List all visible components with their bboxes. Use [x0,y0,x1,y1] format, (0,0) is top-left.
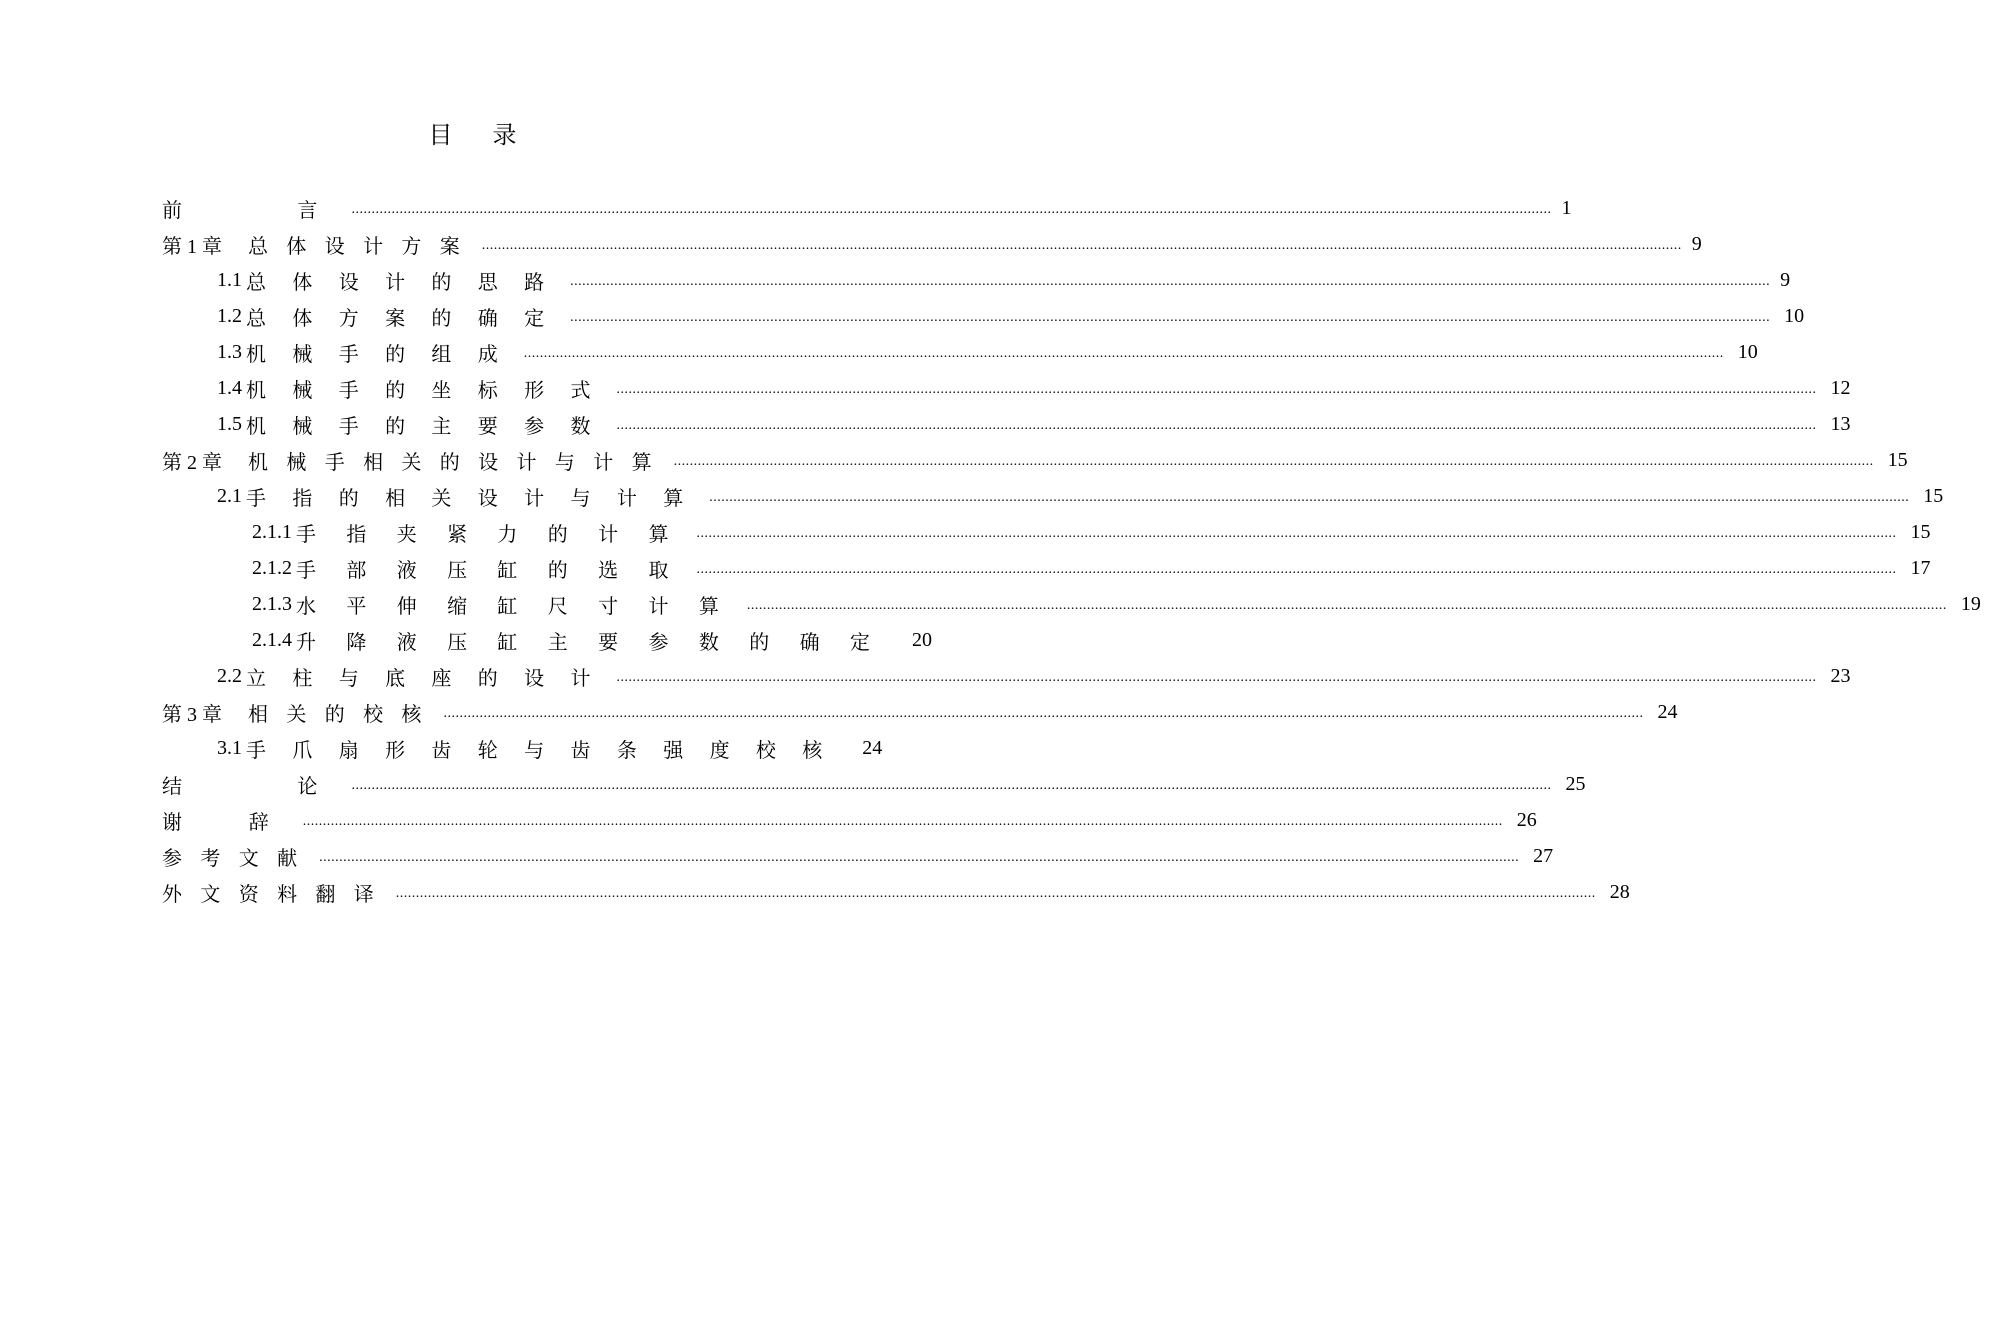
toc-entry-title: 总 体 设 计 方 案 [248,233,466,258]
toc-entry-label [217,734,832,763]
toc-entry-number: 1.1 [217,268,242,291]
toc-entry[interactable] [162,658,1851,694]
toc-page-number: 15 [1910,520,1931,543]
toc-entry-number: 3.1 [217,736,242,759]
toc-entry-number: 1.2 [217,304,242,327]
toc-leader-dots: ............................................................................................................................................................................................................................................................................................................ [709,490,1910,505]
toc-entry-title: 前 言 [162,197,336,222]
toc-entry-title: 手 部 液 压 缸 的 选 取 [296,557,681,582]
toc-entry-number: 2.1.2 [252,556,292,579]
toc-entry-title: 机 械 手 的 组 成 [246,341,508,366]
toc-page-number: 24 [1657,700,1678,723]
toc-entry-number: 1.5 [217,412,242,435]
toc-page-number: 15 [1887,448,1908,471]
toc-page-number: 19 [1960,592,1981,615]
toc-entry-label [217,662,601,691]
toc-leader-dots: ............................................................................................................................................................................................................................................................................................................ [616,382,1817,397]
toc-page-number: 9 [1780,268,1791,291]
toc-entry-number: 2.1.3 [252,592,292,615]
toc-entry-label [162,842,303,871]
toc-entry-number: 2.1.1 [252,520,292,543]
toc-entry-label [162,446,658,475]
toc-entry[interactable] [162,478,1944,514]
toc-page-number: 23 [1830,664,1851,687]
toc-page-number: 12 [1830,376,1851,399]
toc-entry[interactable] [162,874,1630,910]
toc-entry[interactable] [162,442,1908,478]
toc-entry-title: 机 械 手 的 主 要 参 数 [246,413,601,438]
toc-leader-dots: ............................................................................................................................................................................................................................................................................................................ [443,706,1644,721]
toc-entry-label [252,554,681,583]
toc-entry[interactable] [162,514,1931,550]
toc-entry[interactable] [162,550,1931,586]
toc-entry-title: 谢 辞 [162,809,287,834]
toc-entry-number: 2.2 [217,664,242,687]
toc-leader-dots: ............................................................................................................................................................................................................................................................................................................ [302,814,1503,829]
toc-entry[interactable] [162,586,1981,622]
toc-entry-title: 外 文 资 料 翻 译 [162,881,380,906]
toc-leader-dots: ............................................................................................................................................................................................................................................................................................................ [696,526,1897,541]
toc-page-number: 1 [1561,196,1572,219]
toc-page-number: 15 [1923,484,1944,507]
table-of-contents [162,190,1981,910]
toc-entry[interactable] [162,226,1702,262]
toc-entry-label [217,266,554,295]
toc-entry-number: 2.1 [217,484,242,507]
toc-entry-title: 机 械 手 相 关 的 设 计 与 计 算 [248,449,658,474]
toc-leader-dots: ............................................................................................................................................................................................................................................................................................................ [696,562,1897,577]
toc-page-number: 10 [1784,304,1805,327]
toc-entry[interactable] [162,406,1851,442]
toc-entry-label [252,590,731,619]
toc-entry[interactable] [162,838,1554,874]
toc-entry-label [252,518,681,547]
toc-leader-dots: ............................................................................................................................................................................................................................................................................................................ [395,886,1596,901]
toc-entry[interactable] [162,694,1678,730]
toc-page-number: 20 [911,628,932,651]
toc-page-number: 24 [862,736,883,759]
toc-entry-title: 参 考 文 献 [162,845,304,870]
toc-entry-number: 第 3 章 [162,703,222,726]
toc-entry-label [162,698,427,727]
toc-entry[interactable] [162,730,883,766]
toc-entry-number: 2.1.4 [252,628,292,651]
toc-entry-title: 结 论 [162,773,336,798]
toc-entry-label [162,878,380,907]
toc-leader-dots: ............................................................................................................................................................................................................................................................................................................ [351,778,1552,793]
toc-leader-dots: ............................................................................................................................................................................................................................................................................................................ [616,670,1817,685]
toc-entry[interactable] [162,802,1537,838]
toc-entry[interactable] [162,262,1791,298]
toc-leader-dots: ............................................................................................................................................................................................................................................................................................................ [481,238,1682,253]
toc-leader-dots: ............................................................................................................................................................................................................................................................................................................ [673,454,1874,469]
toc-entry-label [217,302,554,331]
toc-entry-title: 手 爪 扇 形 齿 轮 与 齿 条 强 度 校 核 [246,737,833,762]
toc-entry[interactable] [162,190,1572,226]
toc-entry-number: 第 1 章 [162,235,222,258]
toc-page-number: 10 [1737,340,1758,363]
toc-page-number: 13 [1830,412,1851,435]
toc-entry-label [217,482,693,511]
toc-entry-label [162,230,466,259]
toc-leader-dots: ............................................................................................................................................................................................................................................................................................................ [570,274,1771,289]
toc-entry-title: 升 降 液 压 缸 主 要 参 数 的 确 定 [296,629,882,654]
toc-page-number: 17 [1910,556,1931,579]
toc-entry-title: 立 柱 与 底 座 的 设 计 [246,665,601,690]
toc-entry-number: 第 2 章 [162,451,222,474]
toc-entry-title: 手 指 的 相 关 设 计 与 计 算 [246,485,694,510]
toc-entry-title: 水 平 伸 缩 缸 尺 寸 计 算 [296,593,731,618]
toc-entry[interactable] [162,334,1758,370]
page-title: 目录 [428,121,557,149]
toc-page-number: 26 [1516,808,1537,831]
toc-entry[interactable] [162,766,1586,802]
toc-entry[interactable] [162,370,1851,406]
toc-entry-title: 机 械 手 的 坐 标 形 式 [246,377,601,402]
toc-entry-label [162,770,335,799]
toc-leader-dots: ............................................................................................................................................................................................................................................................................................................ [351,202,1552,217]
toc-page-number: 25 [1565,772,1586,795]
toc-entry[interactable] [162,298,1805,334]
toc-page-number: 27 [1533,844,1554,867]
toc-leader-dots: ............................................................................................................................................................................................................................................................................................................ [746,598,1947,613]
toc-entry-number: 1.3 [217,340,242,363]
toc-entry-label [162,194,335,223]
toc-page-number: 9 [1691,232,1702,255]
toc-entry-label [252,626,882,655]
toc-entry-title: 总 体 方 案 的 确 定 [246,305,555,330]
toc-entry-label [217,410,601,439]
toc-leader-dots: ............................................................................................................................................................................................................................................................................................................ [570,310,1771,325]
toc-entry-title: 手 指 夹 紧 力 的 计 算 [296,521,681,546]
toc-entry-label [217,338,508,367]
toc-entry-label [162,806,287,835]
toc-page-number: 28 [1609,880,1630,903]
toc-leader-dots: ............................................................................................................................................................................................................................................................................................................ [523,346,1724,361]
toc-entry-label [217,374,601,403]
toc-entry[interactable] [162,622,932,658]
toc-entry-number: 1.4 [217,376,242,399]
toc-entry-title: 相 关 的 校 核 [248,701,428,726]
toc-leader-dots: ............................................................................................................................................................................................................................................................................................................ [616,418,1817,433]
toc-entry-title: 总 体 设 计 的 思 路 [246,269,555,294]
toc-leader-dots: ............................................................................................................................................................................................................................................................................................................ [319,850,1520,865]
